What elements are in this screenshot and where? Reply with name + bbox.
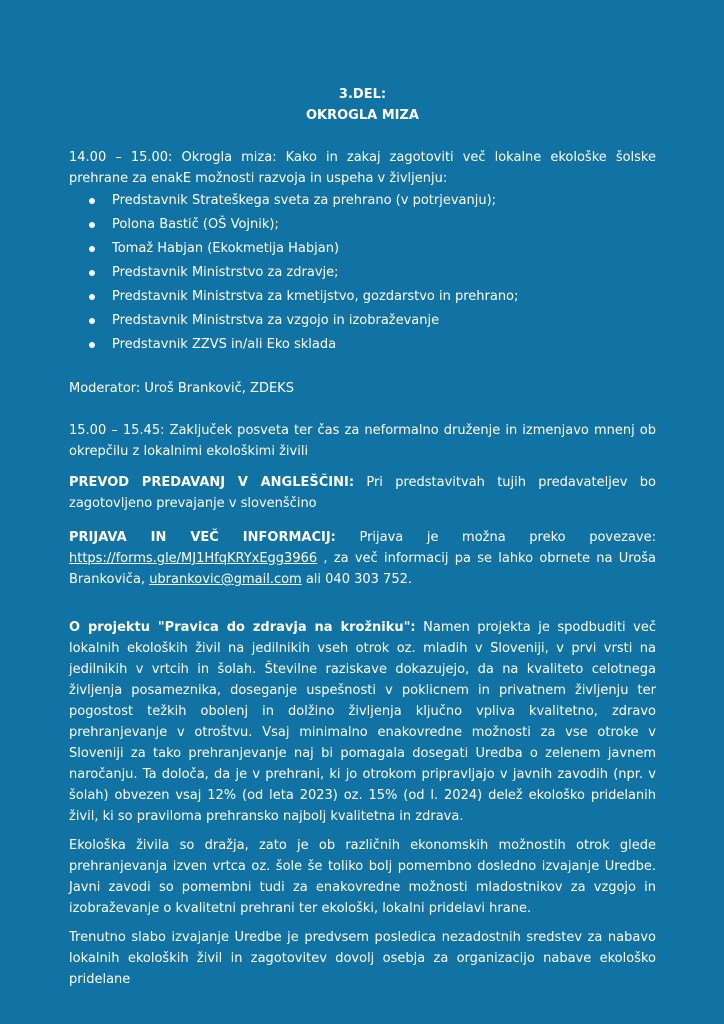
list-item: Predstavnik Strateškega sveta za prehrano (v potrjevanju); <box>69 189 656 213</box>
project-text-1: Namen projekta je spodbuditi več lokalnih ekoloških živil na jedilnikih vseh otrok oz. mladih v Sloveniji, v prvi vrsti na jedilnikih v vrtcih in šolah. Številne raziskave dokazujejo, da na kvaliteto celotnega življenja posameznika, doseganje uspešnosti v poklicnem in privatnem življenju ter pogostost težkih obolenj in dolžino življenja ključno vpliva kvalitetno, zdravo prehranjevanje v otroštvu. Vsaj minimalno enakovredne možnosti za vse otroke v Sloveniji za tako prehranjevanje naj bi pomagala dosegati Uredba o zelenem javnem naročanju. Ta določa, da je v prehrani, ki jo otrokom pripravljajo v javnih zavodih (npr. v šolah) obvezen vsaj 12% (od leta 2023) oz. 15% (od l. 2024) delež ekološko pridelanih živil, ki so praviloma prehransko najbolj kvalitetna in zdrava. <box>69 620 657 824</box>
project-paragraph-1 <box>69 617 656 827</box>
list-item: Polona Bastič (OŠ Vojnik); <box>69 213 656 237</box>
bullet-icon <box>89 294 95 300</box>
bullet-icon <box>89 270 95 276</box>
project-paragraph-3: Trenutno slabo izvajanje Uredbe je predvsem posledica nezadostnih sredstev za nabavo lokalnih ekoloških živil in zagotovitev dovolj osebja za organizacijo nabave ekološko pridelane <box>69 930 656 987</box>
list-item: Predstavnik Ministrstva za vzgojo in izobraževanje <box>69 309 656 333</box>
registration-paragraph <box>69 527 656 590</box>
bullet-icon <box>89 222 95 228</box>
bullet-icon <box>89 246 95 252</box>
moderator-line: Moderator: Uroš Brankovič, ZDEKS <box>69 381 294 396</box>
registration-text-before: Prijava je možna preko povezave: <box>359 530 656 545</box>
list-item: Predstavnik Ministrstva za kmetijstvo, gozdarstvo in prehrano; <box>69 285 656 309</box>
registration-form-link[interactable]: https://forms.gle/MJ1HfqKRYxEgg3966 <box>69 551 318 566</box>
bullet-icon <box>89 318 95 324</box>
document-page <box>69 84 656 990</box>
registration-text-after: ali 040 303 752. <box>305 572 413 587</box>
list-item: Predstavnik ZZVS in/ali Eko sklada <box>69 333 656 357</box>
registration-text-middle: , za več informacij pa se lahko obrnete na Uroša Brankoviča, <box>69 551 656 587</box>
registration-label: PRIJAVA IN VEČ INFORMACIJ: <box>69 530 336 545</box>
section-part-label: 3.DEL: <box>338 87 387 102</box>
section-title: OKROGLA MIZA <box>306 108 419 123</box>
bullet-icon <box>89 342 95 348</box>
speaker-list <box>69 189 656 357</box>
translation-paragraph <box>69 472 656 514</box>
translation-text: Pri predstavitvah tujih predavateljev bo zagotovljeno prevajanje v slovenščino <box>69 475 656 511</box>
list-item: Tomaž Habjan (Ekokmetija Habjan) <box>69 237 656 261</box>
list-item: Predstavnik Ministrstvo za zdravje; <box>69 261 656 285</box>
project-label: O projektu "Pravica do zdravja na krožniku": <box>69 620 416 635</box>
project-paragraph-2: Ekološka živila so dražja, zato je ob različnih ekonomskih možnostih otrok glede prehranjevanja izven vrtca oz. šole še toliko bolj pomembno dosledno izvajanje Uredbe. Javni zavodi so pomembni tudi za enakovredne možnosti mladostnikov za vzgojo in izobraževanje o kvalitetni prehrani ter ekološki, lokalni pridelavi hrane. <box>69 838 656 916</box>
round-table-intro: 14.00 – 15.00: Okrogla miza: Kako in zakaj zagotoviti več lokalne ekološke šolske prehrane za enakE možnosti razvoja in uspeha v življenju: <box>69 150 656 186</box>
translation-label: PREVOD PREDAVANJ V ANGLEŠČINI: <box>69 475 355 490</box>
contact-email-link[interactable]: ubrankovic@gmail.com <box>149 572 302 587</box>
closing-paragraph: 15.00 – 15.45: Zaključek posveta ter čas za neformalno druženje in izmenjavo mnenj ob okrepčilu z lokalnimi ekološkimi živili <box>69 423 656 459</box>
bullet-icon <box>89 198 95 204</box>
